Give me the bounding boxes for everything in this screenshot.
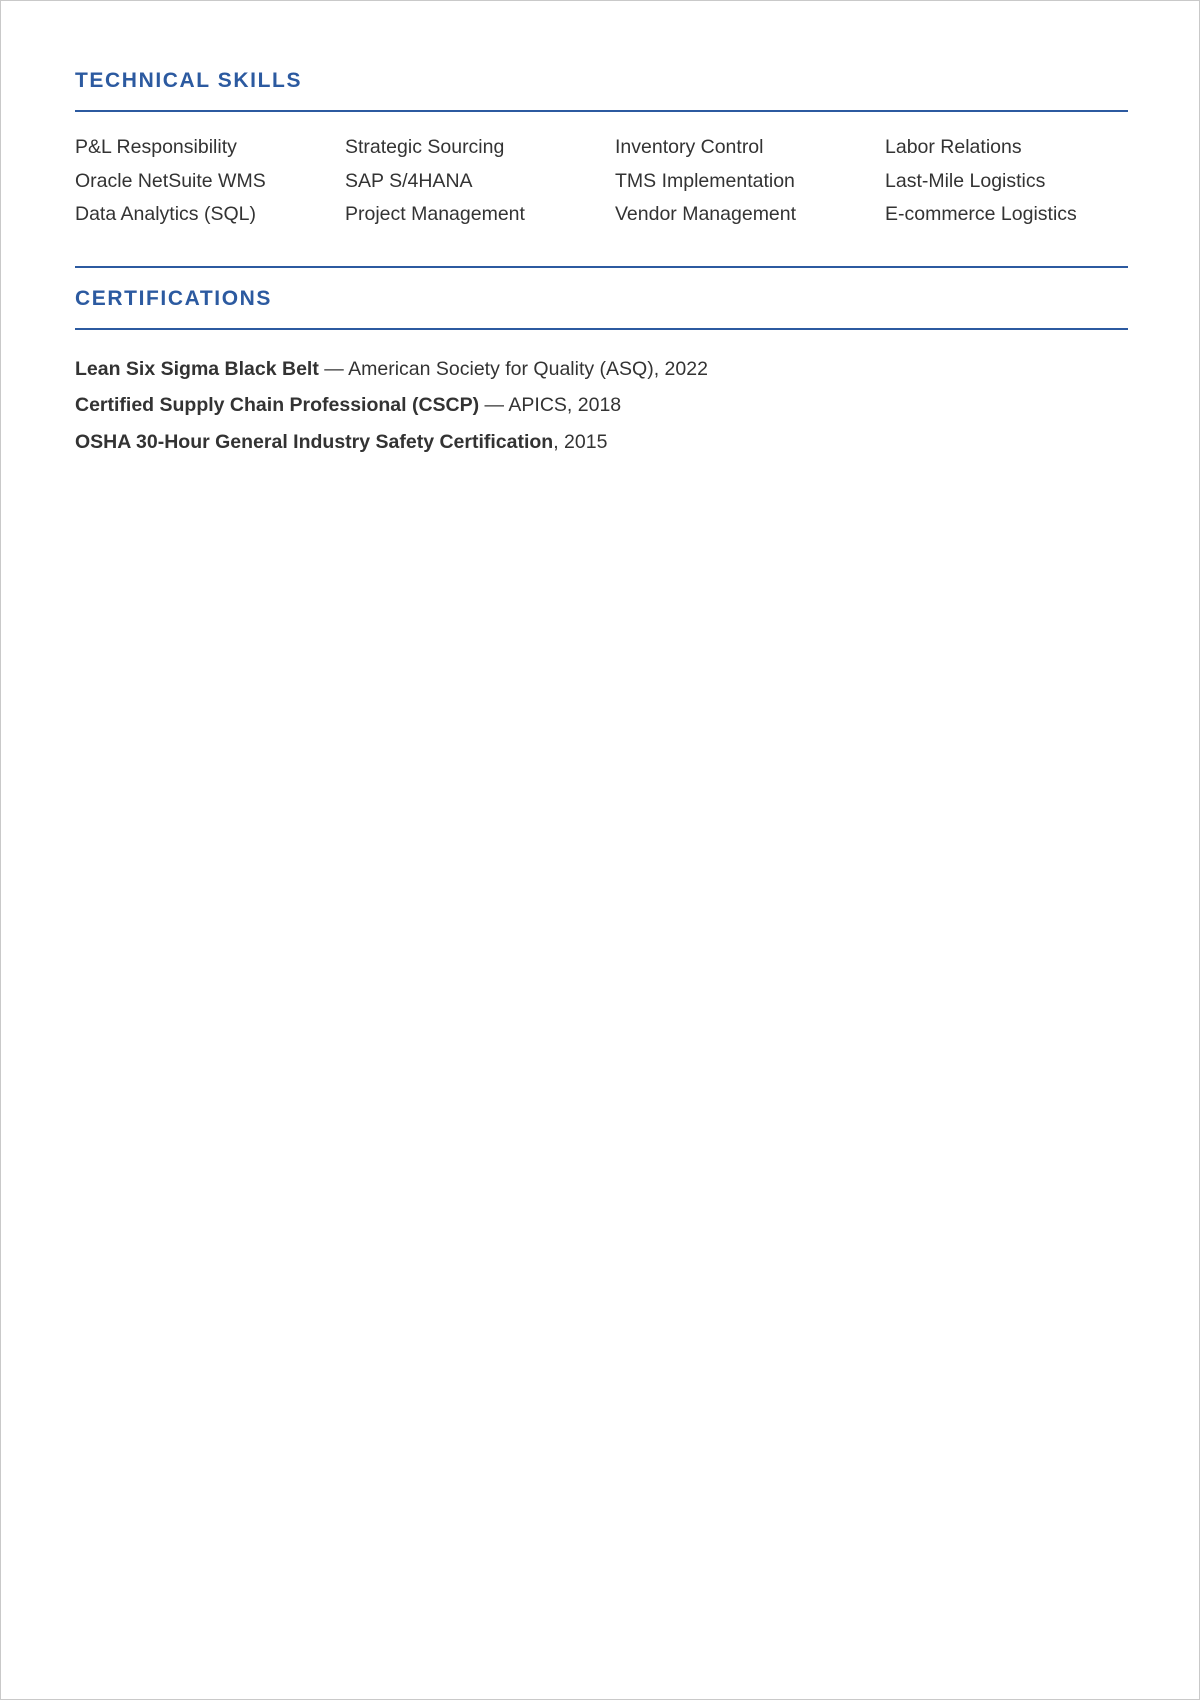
- skill-item: Last-Mile Logistics: [885, 169, 1046, 192]
- technical-skills-heading: TECHNICAL SKILLS: [75, 69, 303, 92]
- certification-item: [75, 355, 1128, 391]
- technical-skills-grid: [75, 133, 1128, 234]
- certifications-divider: [75, 328, 1128, 330]
- skill-item: TMS Implementation: [615, 169, 795, 192]
- skill-item: Labor Relations: [885, 136, 1022, 158]
- certification-item: [75, 391, 1128, 427]
- certification-detail: — American Society for Quality (ASQ), 2022: [318, 358, 708, 380]
- certifications-list: [75, 355, 1128, 464]
- skill-item: Data Analytics (SQL): [75, 203, 256, 225]
- skill-item: Inventory Control: [615, 136, 764, 158]
- technical-skills-divider: [75, 110, 1128, 112]
- skill-item: Oracle NetSuite WMS: [75, 169, 266, 192]
- skill-item: SAP S/4HANA: [345, 169, 473, 192]
- certification-name: Lean Six Sigma Black Belt: [75, 358, 319, 380]
- certification-detail: — APICS, 2018: [479, 394, 622, 417]
- certification-detail: , 2015: [553, 430, 608, 453]
- skill-item: E-commerce Logistics: [885, 203, 1077, 225]
- certification-name: OSHA 30-Hour General Industry Safety Certification: [75, 430, 554, 453]
- certifications-heading: CERTIFICATIONS: [75, 287, 273, 310]
- skill-item: Project Management: [345, 203, 525, 225]
- skill-item: Strategic Sourcing: [345, 136, 505, 158]
- skill-item: P&L Responsibility: [75, 136, 237, 158]
- certification-name: Certified Supply Chain Professional (CSCP): [75, 394, 480, 417]
- section-divider: [75, 266, 1128, 268]
- certification-item: [75, 428, 1128, 464]
- skill-item: Vendor Management: [615, 203, 797, 225]
